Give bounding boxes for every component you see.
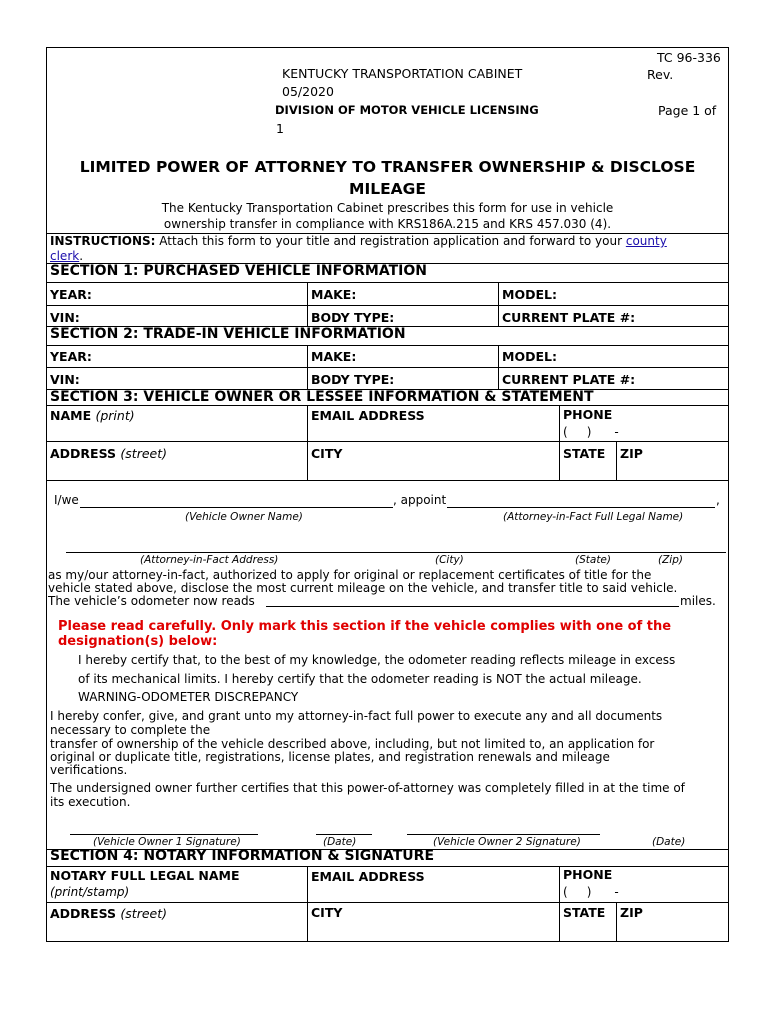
s3-email-field[interactable]: EMAIL ADDRESS [311, 408, 425, 423]
confer-line5: verifications. [50, 763, 128, 777]
date2-caption: (Date) [652, 836, 686, 848]
para1-line3: The vehicle’s odometer now reads [48, 594, 255, 608]
intro-line2: ownership transfer in compliance with KRS186A.215 and KRS 457.030 (4). [163, 217, 612, 231]
s2-year-field[interactable]: YEAR: [50, 349, 92, 364]
instructions-cont: clerk. [50, 249, 84, 263]
form-number: TC 96-336 [657, 50, 721, 65]
s4-zip-field[interactable]: ZIP [620, 905, 643, 920]
s2-current-plate-field[interactable]: CURRENT PLATE #: [502, 372, 636, 387]
s4-state-field[interactable]: STATE [563, 905, 606, 920]
s2-body-type-field[interactable]: BODY TYPE: [311, 372, 395, 387]
city-caption: (City) [435, 554, 464, 566]
owner2-signature-caption: (Vehicle Owner 2 Signature) [433, 836, 581, 848]
intro-line1: The Kentucky Transportation Cabinet prescribes this form for use in vehicle [161, 201, 614, 215]
date1-line[interactable] [316, 834, 372, 835]
s2-make-field[interactable]: MAKE: [311, 349, 357, 364]
form-title-line1: LIMITED POWER OF ATTORNEY TO TRANSFER OWNERSHIP & DISCLOSE [79, 158, 696, 176]
odometer-line[interactable] [266, 606, 679, 607]
instructions-text: Attach this form to your title and registration application and forward to your [159, 234, 623, 248]
county-clerk-link-2[interactable]: clerk [50, 249, 80, 263]
rev-label: Rev. [647, 67, 674, 82]
aif-name-line[interactable] [447, 507, 715, 508]
s1-model-field[interactable]: MODEL: [502, 287, 557, 302]
s1-vin-field[interactable]: VIN: [50, 310, 80, 325]
iwe-label: I/we [54, 493, 79, 507]
division-name: DIVISION OF MOTOR VEHICLE LICENSING [275, 103, 539, 117]
section2-title: SECTION 2: TRADE-IN VEHICLE INFORMATION [50, 326, 406, 342]
confer-line1: I hereby confer, give, and grant unto my attorney-in-fact full power to execute any and all documents [50, 709, 663, 723]
owner-name-line[interactable] [80, 507, 393, 508]
s1-make-field[interactable]: MAKE: [311, 287, 357, 302]
form-title-line2: MILEAGE [349, 180, 426, 198]
county-clerk-link-1[interactable]: county [625, 234, 667, 248]
s1-body-type-field[interactable]: BODY TYPE: [311, 310, 395, 325]
appoint-label: , appoint [393, 493, 447, 507]
instructions [50, 234, 667, 248]
miles-label: miles. [680, 594, 716, 608]
state-caption: (State) [575, 554, 611, 566]
s4-phone-field[interactable]: PHONE [563, 867, 613, 882]
owner2-signature-line[interactable] [407, 834, 600, 835]
rev-date: 05/2020 [282, 84, 334, 99]
s1-year-field[interactable]: YEAR: [50, 287, 92, 302]
section4-title: SECTION 4: NOTARY INFORMATION & SIGNATURE [50, 848, 435, 864]
s1-current-plate-field[interactable]: CURRENT PLATE #: [502, 310, 636, 325]
confer-line4: original or duplicate title, registrations, license plates, and registration renewals and mileage [50, 750, 610, 764]
cert1-line1[interactable]: I hereby certify that, to the best of my knowledge, the odometer reading reflects mileage in excess [78, 653, 676, 667]
s4-notary-note: (print/stamp) [50, 885, 130, 899]
s4-address-field[interactable]: ADDRESS (street) [50, 906, 167, 921]
s2-model-field[interactable]: MODEL: [502, 349, 557, 364]
undersigned-line1: The undersigned owner further certifies that this power-of-attorney was completely filled in at the time of [50, 781, 685, 795]
s3-zip-field[interactable]: ZIP [620, 446, 643, 461]
cert2-odometer-discrepancy[interactable]: WARNING-ODOMETER DISCREPANCY [78, 690, 299, 704]
para1-line1: as my/our attorney-in-fact, authorized to apply for original or replacement certificates of title for the [48, 568, 652, 582]
appoint-comma: , [716, 493, 720, 507]
section1-title: SECTION 1: PURCHASED VEHICLE INFORMATION [50, 263, 427, 279]
page-total: 1 [276, 121, 284, 136]
date1-caption: (Date) [323, 836, 357, 848]
instructions-label: INSTRUCTIONS: [50, 234, 156, 248]
para1-line2: vehicle stated above, disclose the most current mileage on the vehicle, and transfer title to said vehicle. [48, 581, 678, 595]
zip-caption: (Zip) [658, 554, 683, 566]
s4-phone-format: ( ) - [563, 885, 619, 899]
s4-city-field[interactable]: CITY [311, 905, 343, 920]
confer-line3: transfer of ownership of the vehicle described above, including, but not limited to, an application for [50, 737, 655, 751]
aif-name-caption: (Attorney-in-Fact Full Legal Name) [503, 511, 684, 523]
s3-name-field[interactable]: NAME (print) [50, 408, 135, 423]
warning-line2: designation(s) below: [58, 634, 218, 649]
undersigned-line2: its execution. [50, 795, 131, 809]
page-label: Page 1 of [658, 103, 717, 118]
s4-email-field[interactable]: EMAIL ADDRESS [311, 869, 425, 884]
confer-line2: necessary to complete the [50, 723, 211, 737]
s3-phone-format: ( ) - [563, 425, 619, 439]
s3-state-field[interactable]: STATE [563, 446, 606, 461]
warning-line1: Please read carefully. Only mark this section if the vehicle complies with one of the [58, 619, 672, 634]
agency-name: KENTUCKY TRANSPORTATION CABINET [282, 66, 523, 81]
aif-address-caption: (Attorney-in-Fact Address) [140, 554, 279, 566]
owner-name-caption: (Vehicle Owner Name) [185, 511, 303, 523]
section3-title: SECTION 3: VEHICLE OWNER OR LESSEE INFORMATION & STATEMENT [50, 389, 594, 405]
s3-address-field[interactable]: ADDRESS (street) [50, 446, 167, 461]
cert1-line2[interactable]: of its mechanical limits. I hereby certify that the odometer reading is NOT the actual mileage. [78, 672, 642, 686]
aif-address-line[interactable] [66, 552, 726, 553]
s4-notary-name-field[interactable]: NOTARY FULL LEGAL NAME [50, 868, 240, 883]
s3-city-field[interactable]: CITY [311, 446, 343, 461]
s2-vin-field[interactable]: VIN: [50, 372, 80, 387]
owner1-signature-caption: (Vehicle Owner 1 Signature) [93, 836, 241, 848]
s3-phone-field[interactable]: PHONE [563, 407, 613, 422]
owner1-signature-line[interactable] [70, 834, 258, 835]
